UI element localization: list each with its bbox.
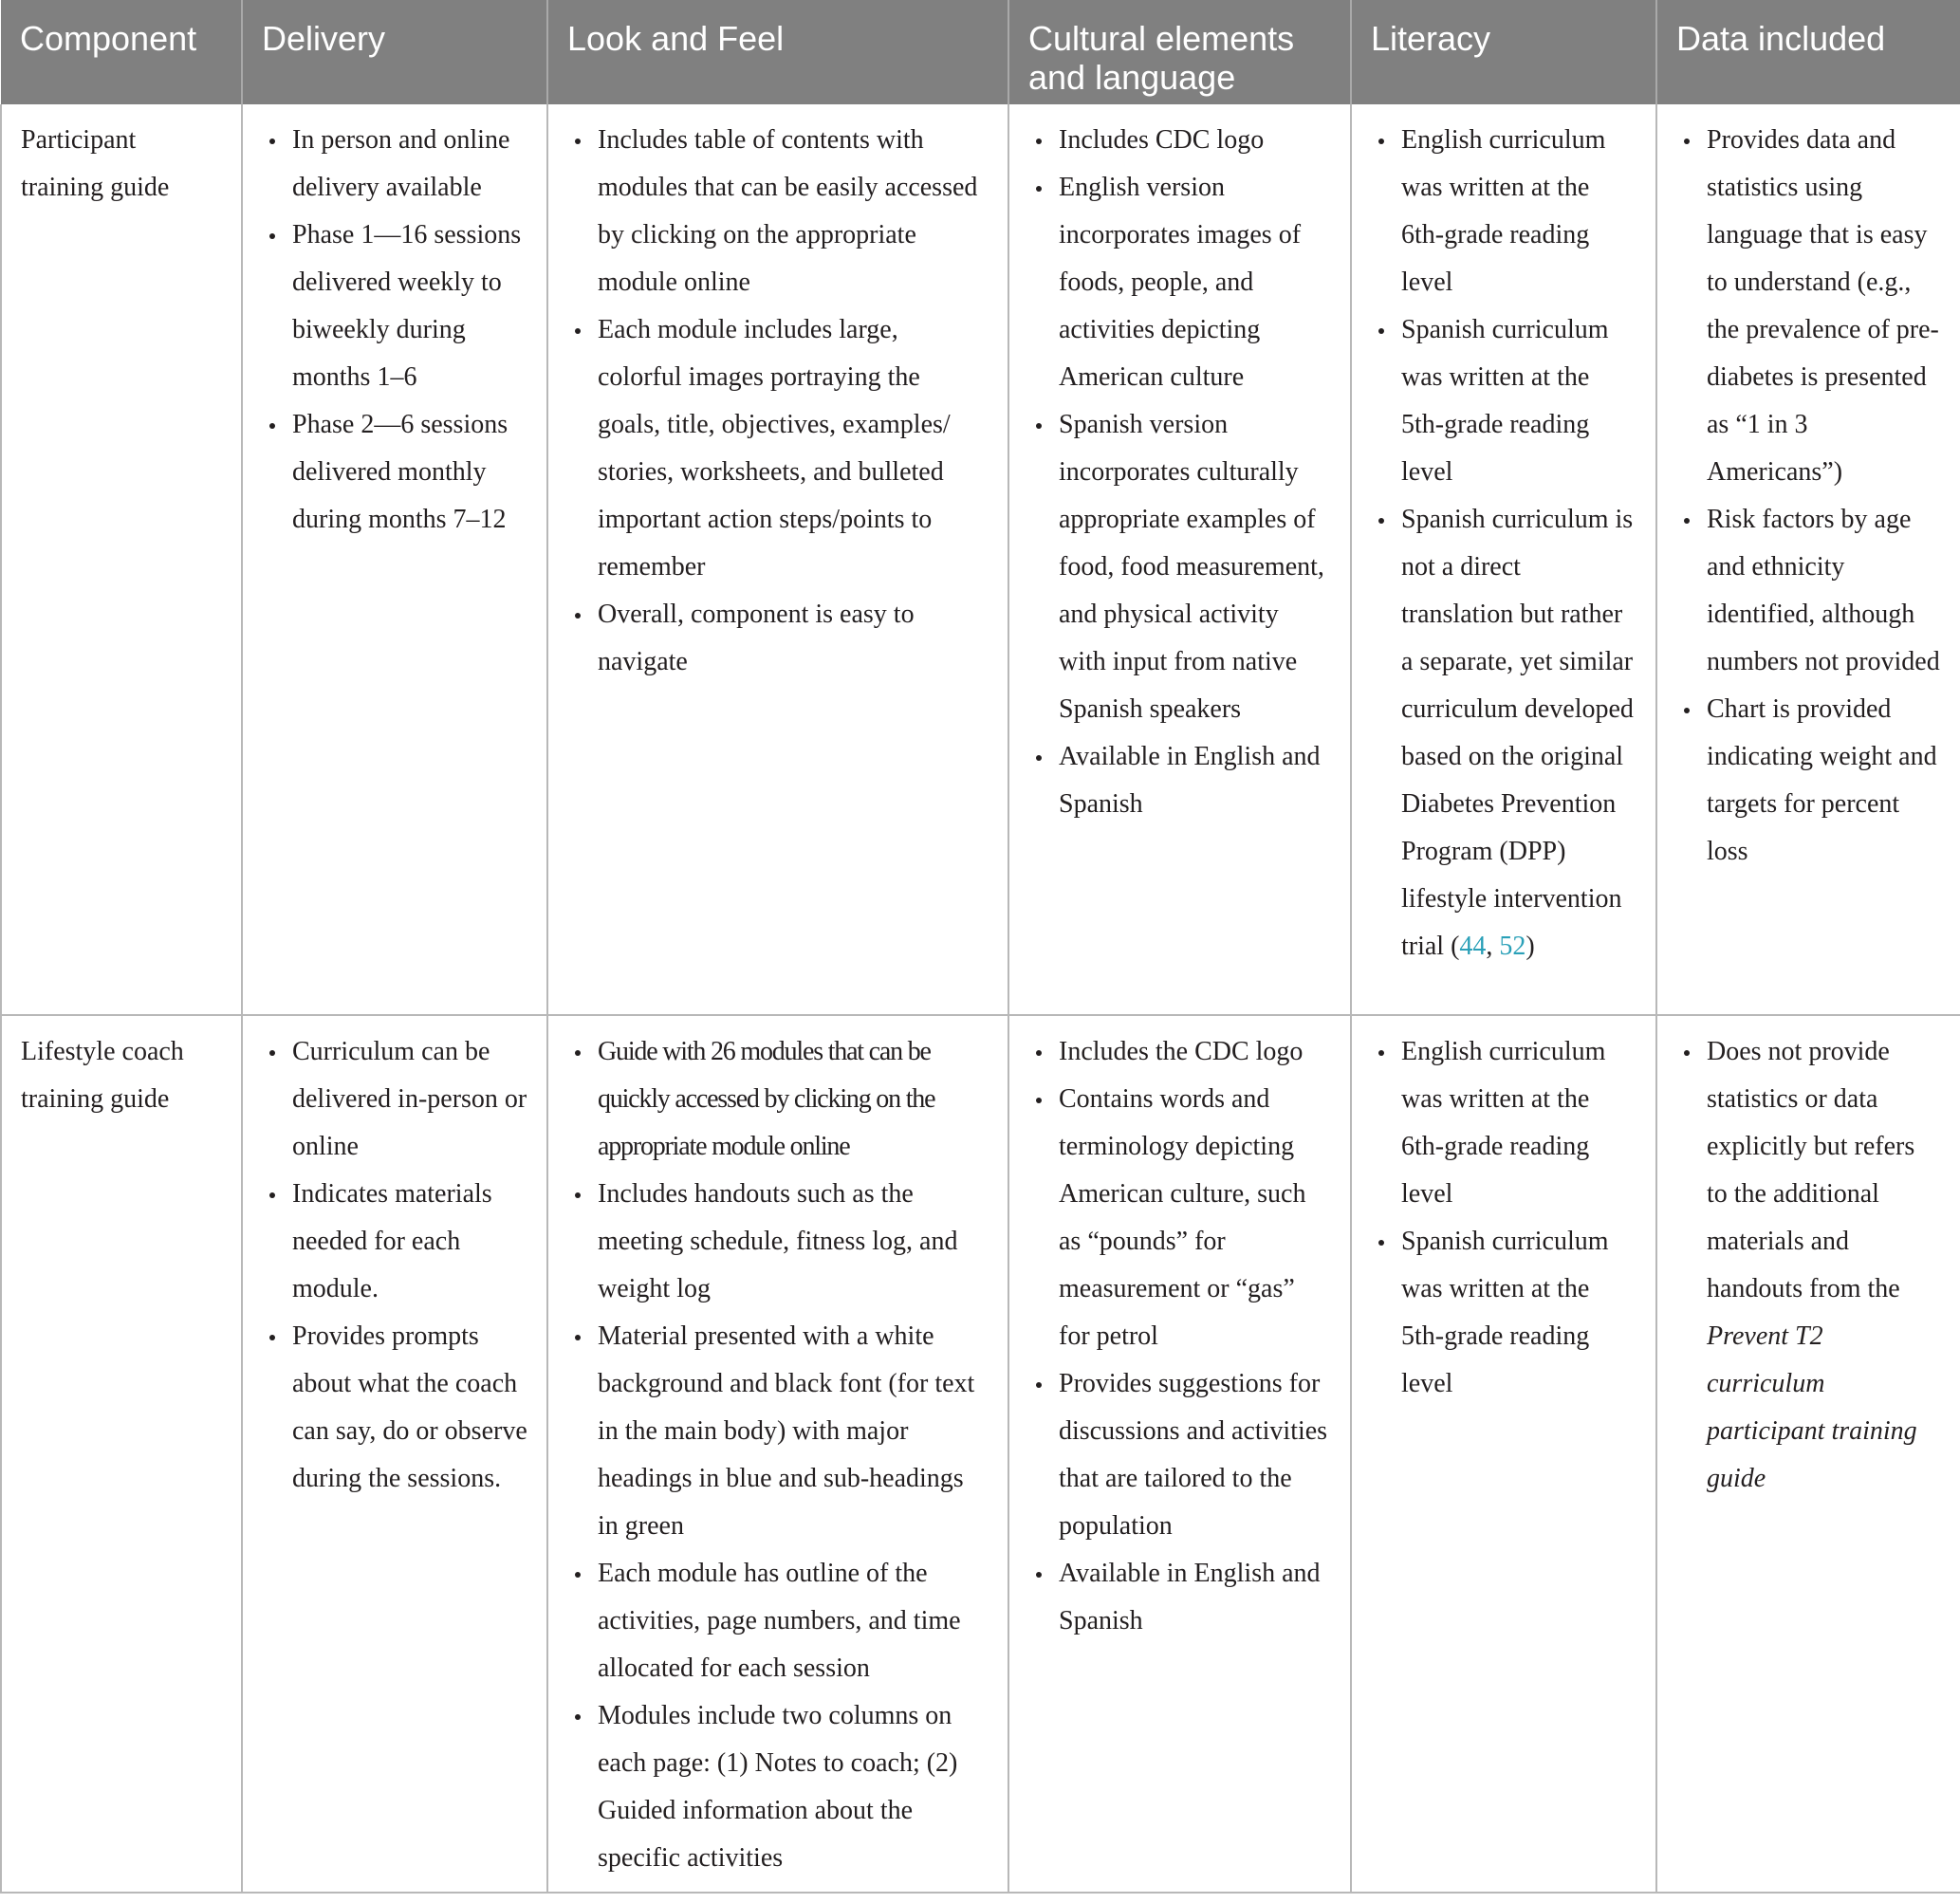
list-item: English version incorporates images of foods, people, and activities depicting American culture: [1059, 164, 1331, 401]
list-item: In person and online delivery available: [292, 117, 527, 212]
list-item: Overall, component is easy to navigate: [598, 591, 989, 686]
list-item: Material presented with a white background and black font (for text in the main body) with major headings in blue and sub-headings in green: [598, 1313, 989, 1550]
list-item: Provides data and statistics using language that is easy to understand (e.g., the prevalence of pre-diabetes is presented as “1 in 3 Americans”): [1707, 117, 1941, 496]
ref-close: ): [1525, 932, 1535, 961]
list-item: Indicates materials needed for each module.: [292, 1171, 527, 1313]
delivery-cell: [242, 104, 547, 1015]
list-item: Phase 2—6 sessions delivered monthly during months 7–12: [292, 401, 527, 544]
list-item-text: Spanish curriculum is not a direct translation but rather a separate, yet similar curriculum developed based on the original Diabetes Prevention Program (DPP) lifestyle intervention trial: [1401, 505, 1634, 961]
reference-link-44[interactable]: 44: [1459, 932, 1487, 961]
data-included-cell: [1656, 104, 1960, 1015]
component-cell: Participant training guide: [1, 104, 242, 1015]
literacy-cell: [1351, 1015, 1656, 1893]
cultural-cell: [1008, 104, 1351, 1015]
list-item: Provides prompts about what the coach can say, do or observe during the sessions.: [292, 1313, 527, 1503]
list-item: Guide with 26 modules that can be quickly accessed by clicking on the appropriate module online: [598, 1028, 989, 1171]
list-item: Includes handouts such as the meeting schedule, fitness log, and weight log: [598, 1171, 989, 1313]
list-item: Available in English and Spanish: [1059, 1550, 1331, 1645]
list-item: Curriculum can be delivered in-person or online: [292, 1028, 527, 1171]
guide-title-italic: Prevent T2 curriculum participant training guide: [1707, 1321, 1917, 1493]
cultural-cell: [1008, 1015, 1351, 1893]
list-item-text: Does not provide statistics or data explicitly but refers to the additional materials and handouts from the: [1707, 1037, 1915, 1303]
list-item: Contains words and terminology depicting American culture, such as “pounds” for measurement or “gas” for petrol: [1059, 1076, 1331, 1360]
list-item: English curriculum was written at the 6th-grade reading level: [1401, 1028, 1636, 1218]
list-item: Includes table of contents with modules that can be easily accessed by clicking on the appropriate module online: [598, 117, 989, 306]
list-item: Spanish curriculum was written at the 5th-grade reading level: [1401, 306, 1636, 496]
literacy-cell: [1351, 104, 1656, 1015]
list-item: Spanish version incorporates culturally appropriate examples of food, food measurement, and physical activity with input from native Spanish speakers: [1059, 401, 1331, 733]
data-included-cell: [1656, 1015, 1960, 1893]
delivery-cell: [242, 1015, 547, 1893]
list-item: Risk factors by age and ethnicity identified, although numbers not provided: [1707, 496, 1941, 686]
list-item: Available in English and Spanish: [1059, 733, 1331, 828]
ref-open: (: [1444, 932, 1460, 961]
reference-link-52[interactable]: 52: [1499, 932, 1526, 961]
list-item: Phase 1—16 sessions delivered weekly to biweekly during months 1–6: [292, 212, 527, 401]
header-cultural-elements: Cultural elements and language: [1008, 0, 1351, 104]
header-data-included: Data included: [1656, 0, 1960, 104]
list-item: [1707, 1028, 1941, 1503]
ref-separator: ,: [1486, 932, 1500, 961]
header-delivery: Delivery: [242, 0, 547, 104]
list-item: Each module has outline of the activities, page numbers, and time allocated for each session: [598, 1550, 989, 1692]
list-item: Includes CDC logo: [1059, 117, 1331, 164]
header-row: [1, 0, 1960, 104]
list-item: Chart is provided indicating weight and targets for percent loss: [1707, 686, 1941, 876]
header-literacy: Literacy: [1351, 0, 1656, 104]
header-component: Component: [1, 0, 242, 104]
table-row: [1, 1015, 1960, 1893]
list-item: Modules include two columns on each page: (1) Notes to coach; (2) Guided information about the specific activities: [598, 1692, 989, 1882]
component-cell: Lifestyle coach training guide: [1, 1015, 242, 1893]
list-item: Each module includes large, colorful images portraying the goals, title, objectives, examples/ stories, worksheets, and bulleted important action steps/points to remember: [598, 306, 989, 591]
look-and-feel-cell: [547, 1015, 1008, 1893]
list-item: Provides suggestions for discussions and activities that are tailored to the population: [1059, 1360, 1331, 1550]
list-item: English curriculum was written at the 6th-grade reading level: [1401, 117, 1636, 306]
list-item: [1401, 496, 1636, 970]
header-look-and-feel: Look and Feel: [547, 0, 1008, 104]
list-item: Spanish curriculum was written at the 5th-grade reading level: [1401, 1218, 1636, 1408]
list-item: Includes the CDC logo: [1059, 1028, 1331, 1076]
table-row: [1, 104, 1960, 1015]
look-and-feel-cell: [547, 104, 1008, 1015]
